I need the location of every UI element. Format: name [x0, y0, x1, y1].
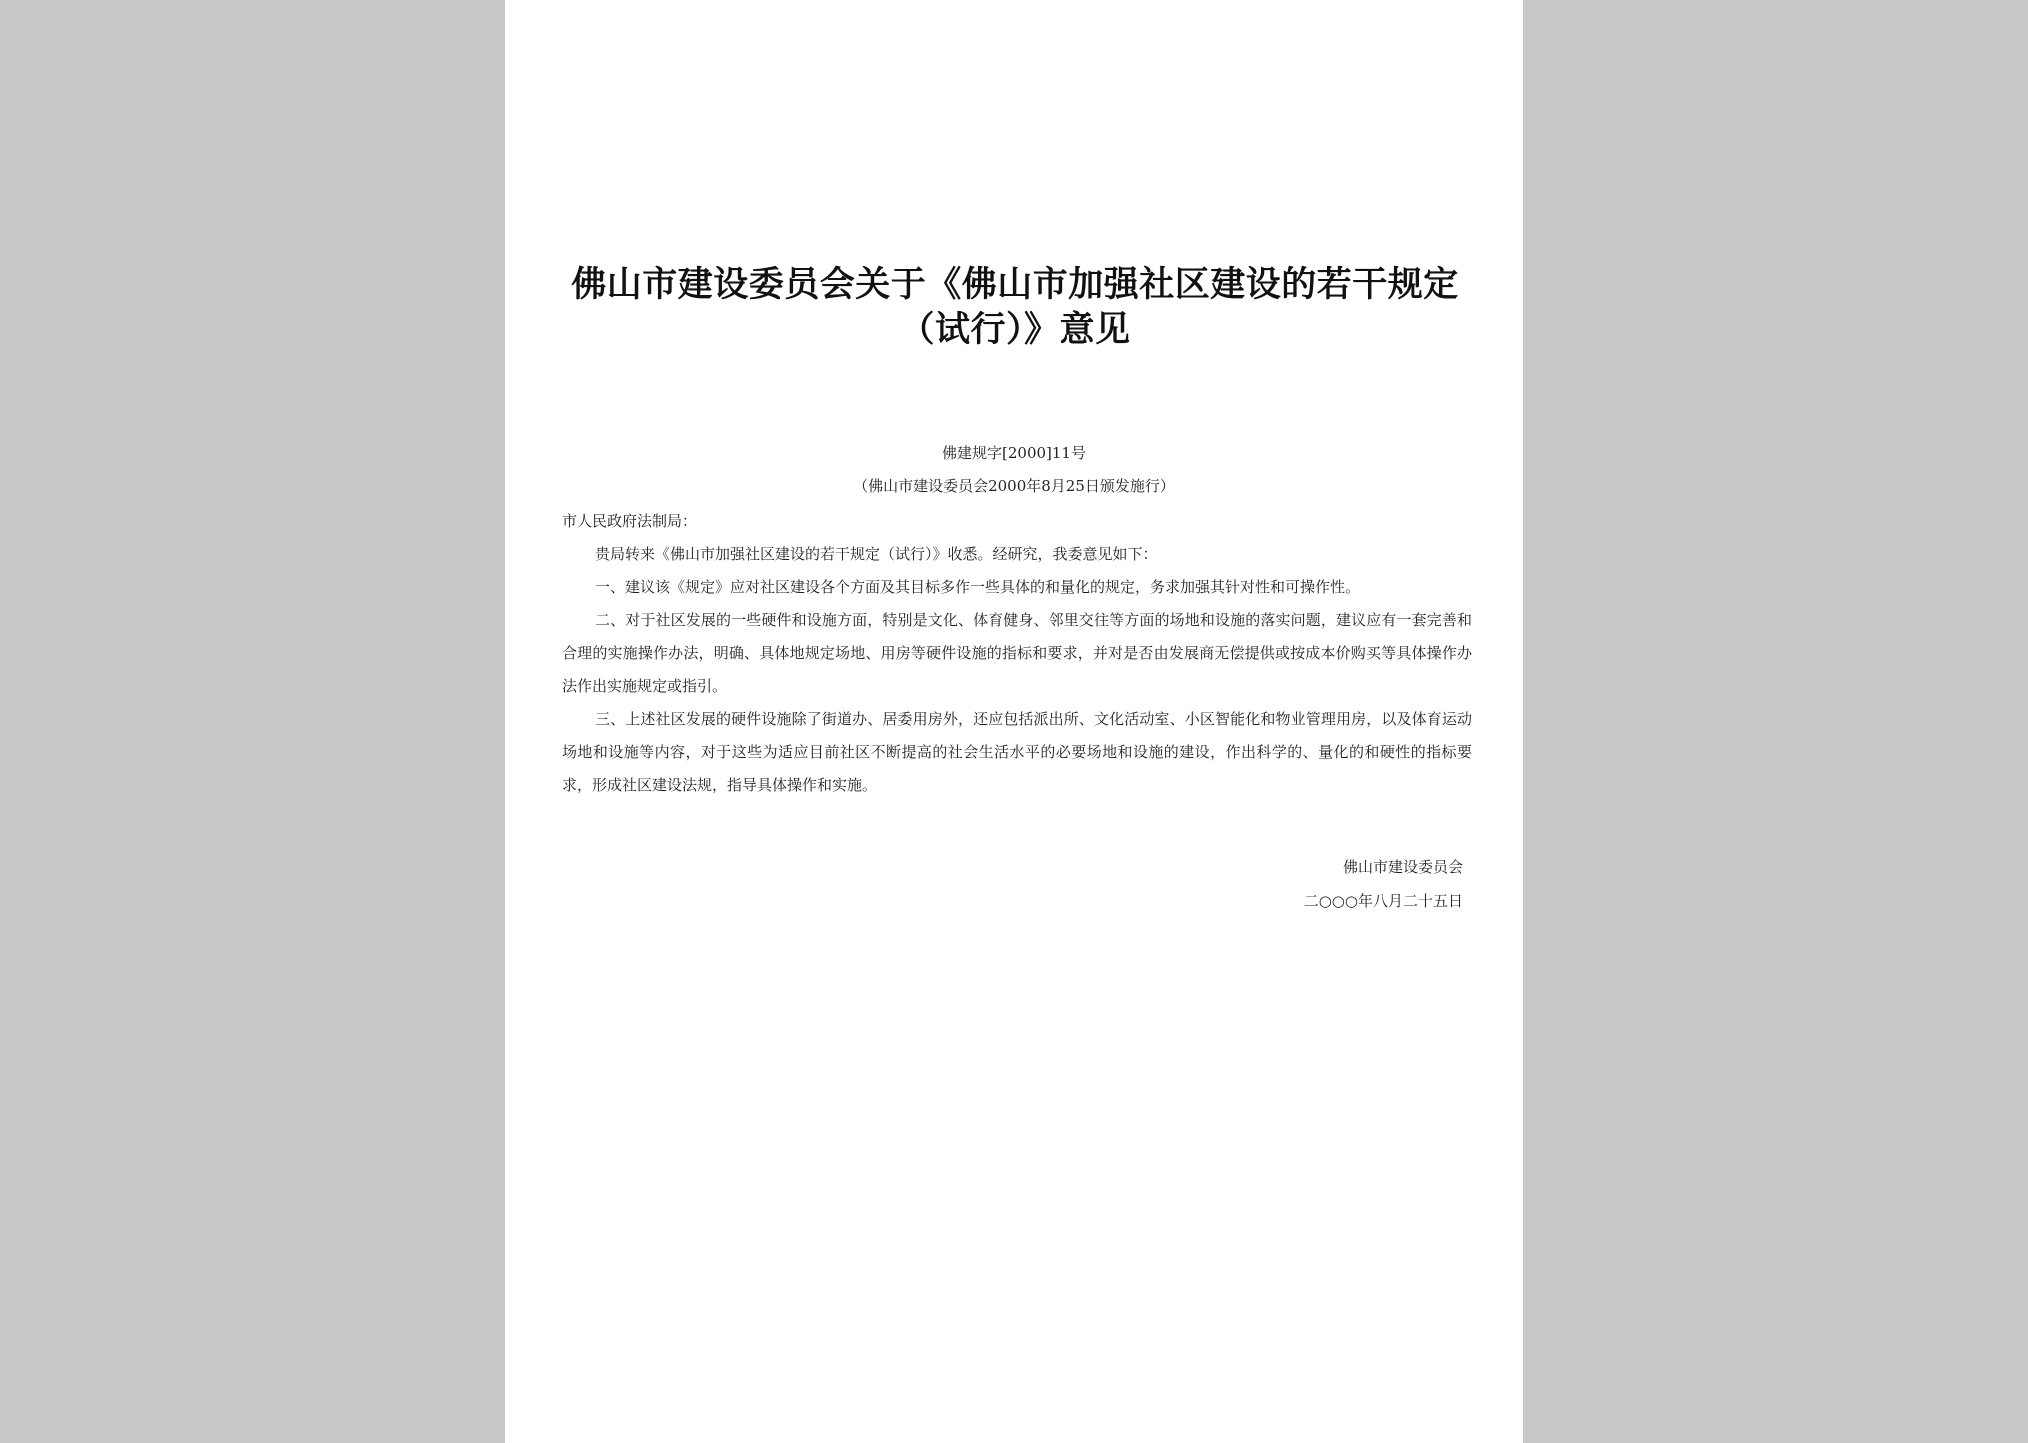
paragraph-1: 一、建议该《规定》应对社区建设各个方面及其目标多作一些具体的和量化的规定，务求加强其针对性和可操作性。	[595, 578, 1361, 596]
recipient: 市人民政府法制局：	[562, 512, 698, 530]
document-page	[505, 0, 1523, 1443]
paragraph-2: 二、对于社区发展的一些硬件和设施方面，特别是文化、体育健身、邻里交往等方面的场地和设施的落实问题，建议应有一套完善和合理的实施操作办法，明确、具体地规定场地、用房等硬件设施的指标和要求，并对是否由发展商无偿提供或按成本价购买等具体操作办法作出实施规定或指引。	[562, 611, 1472, 695]
document-number: 佛建规字[2000]11号	[942, 444, 1086, 462]
signature-org: 佛山市建设委员会	[1342, 858, 1463, 876]
paragraph-3: 三、上述社区发展的硬件设施除了街道办、居委用房外，还应包括派出所、文化活动室、小区智能化和物业管理用房，以及体育运动场地和设施等内容，对于这些为适应目前社区不断提高的社会生活水平的必要场地和设施的建设，作出科学的、量化的和硬性的指标要求，形成社区建设法规，指导具体操作和实施。	[562, 710, 1472, 794]
paragraph-intro: 贵局转来《佛山市加强社区建设的若干规定（试行）》收悉。经研究，我委意见如下：	[595, 545, 1158, 563]
document-body	[562, 505, 1472, 802]
document-title: 佛山市建设委员会关于《佛山市加强社区建设的若干规定（试行）》意见	[571, 264, 1459, 350]
signature-block	[1304, 850, 1463, 918]
signature-date: 二○○○年八月二十五日	[1303, 892, 1463, 910]
issue-note: （佛山市建设委员会2000年8月25日颁发施行）	[853, 477, 1175, 495]
